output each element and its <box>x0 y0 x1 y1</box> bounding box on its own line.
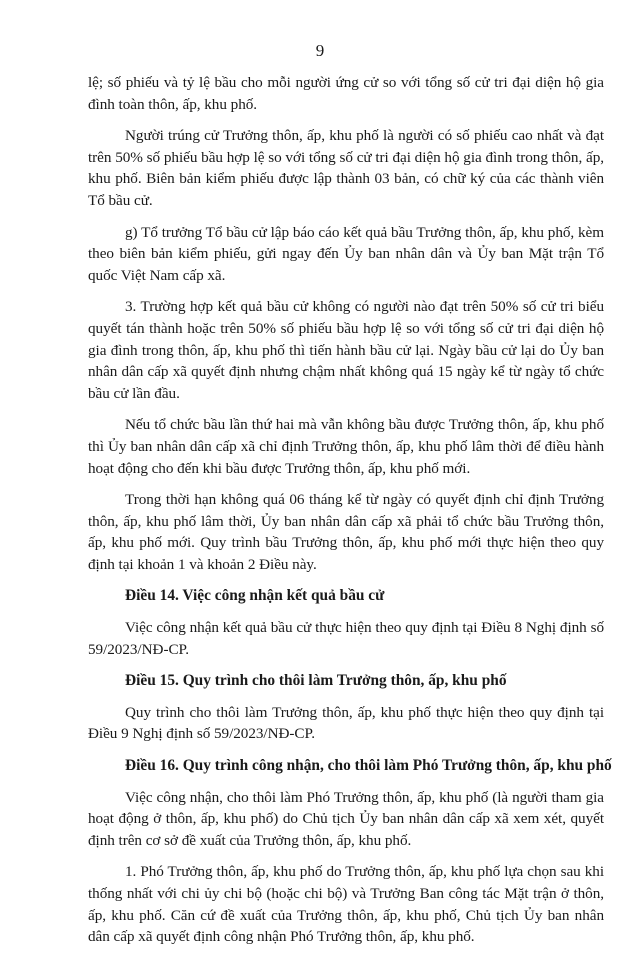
paragraph-winner-criteria: Người trúng cử Trưởng thôn, ấp, khu phố là người có số phiếu cao nhất và đạt trên 50% số phiếu bầu hợp lệ so với tổng số cử tri đại diện hộ gia đình trong thôn, ấp, khu phố. Biên bản kiểm phiếu được lập thành 03 bản, có chữ ký của các thành viên Tổ bầu cử. <box>88 127 604 209</box>
article-14-body: Việc công nhận kết quả bầu cử thực hiện theo quy định tại Điều 8 Nghị định số 59/2023/NĐ-CP. <box>88 619 604 658</box>
paragraph-clause-g: g) Tổ trưởng Tổ bầu cử lập báo cáo kết quả bầu Trưởng thôn, ấp, khu phố, kèm theo biên bản kiểm phiếu, gửi ngay đến Ủy ban nhân dân và Ủy ban Mặt trận Tổ quốc Việt Nam cấp xã. <box>88 223 604 284</box>
document-body <box>88 72 612 958</box>
page-number: 9 <box>315 41 325 60</box>
article-16-clause-1: 1. Phó Trưởng thôn, ấp, khu phố do Trưởng thôn, ấp, khu phố lựa chọn sau khi thống nhất với chi ủy chi bộ (hoặc chi bộ) và Trưởng Ban công tác Mặt trận ở thôn, ấp, khu phố. Căn cứ đề xuất của Trưởng thôn, ấp, khu phố, Chủ tịch Ủy ban nhân dân cấp xã quyết định công nhận Phó Trưởng thôn, ấp, khu phố. <box>88 863 604 946</box>
paragraph-interim-period: Trong thời hạn không quá 06 tháng kể từ ngày có quyết định chỉ định Trưởng thôn, ấp, khu phố lâm thời, Ủy ban nhân dân cấp xã phải tổ chức bầu Trưởng thôn, ấp, khu phố mới. Quy trình bầu Trưởng thôn, ấp, khu phố mới thực hiện theo quy định tại khoản 1 và khoản 2 Điều này. <box>88 491 604 573</box>
article-15-body: Quy trình cho thôi làm Trưởng thôn, ấp, khu phố thực hiện theo quy định tại Điều 9 Nghị định số 59/2023/NĐ-CP. <box>88 703 604 743</box>
paragraph-clause-3: 3. Trường hợp kết quả bầu cử không có người nào đạt trên 50% số cử tri biểu quyết tán thành hoặc trên 50% số phiếu bầu hợp lệ so với tổng số cử tri đại diện hộ gia đình trong thôn, ấp, khu phố thì tiến hành bầu cử lại. Ngày bầu cử lại do Ủy ban nhân dân cấp xã quyết định nhưng chậm nhất không quá 15 ngày kể từ ngày tổ chức bầu cử lần đầu. <box>88 298 604 402</box>
paragraph-second-round: Nếu tổ chức bầu lần thứ hai mà vẫn không bầu được Trưởng thôn, ấp, khu phố thì Ủy ban nhân dân cấp xã chỉ định Trưởng thôn, ấp, khu phố lâm thời để điều hành hoạt động cho đến khi bầu được Trưởng thôn, ấp, khu phố mới. <box>88 416 604 477</box>
article-14-heading: Điều 14. Việc công nhận kết quả bầu cử <box>125 587 385 605</box>
article-16-body: Việc công nhận, cho thôi làm Phó Trưởng thôn, ấp, khu phố (là người tham gia hoạt động ở thôn, ấp, khu phố) do Chủ tịch Ủy ban nhân dân cấp xã xem xét, quyết định trên cơ sở đề xuất của Trưởng thôn, ấp, khu phố. <box>88 788 604 849</box>
article-15-heading: Điều 15. Quy trình cho thôi làm Trưởng thôn, ấp, khu phố <box>125 672 507 690</box>
article-16-heading: Điều 16. Quy trình công nhận, cho thôi làm Phó Trưởng thôn, ấp, khu phố <box>125 757 612 775</box>
paragraph-continuation: lệ; số phiếu và tỷ lệ bầu cho mỗi người ứng cử so với tổng số cử tri đại diện hộ gia đình toàn thôn, ấp, khu phố. <box>88 74 604 113</box>
